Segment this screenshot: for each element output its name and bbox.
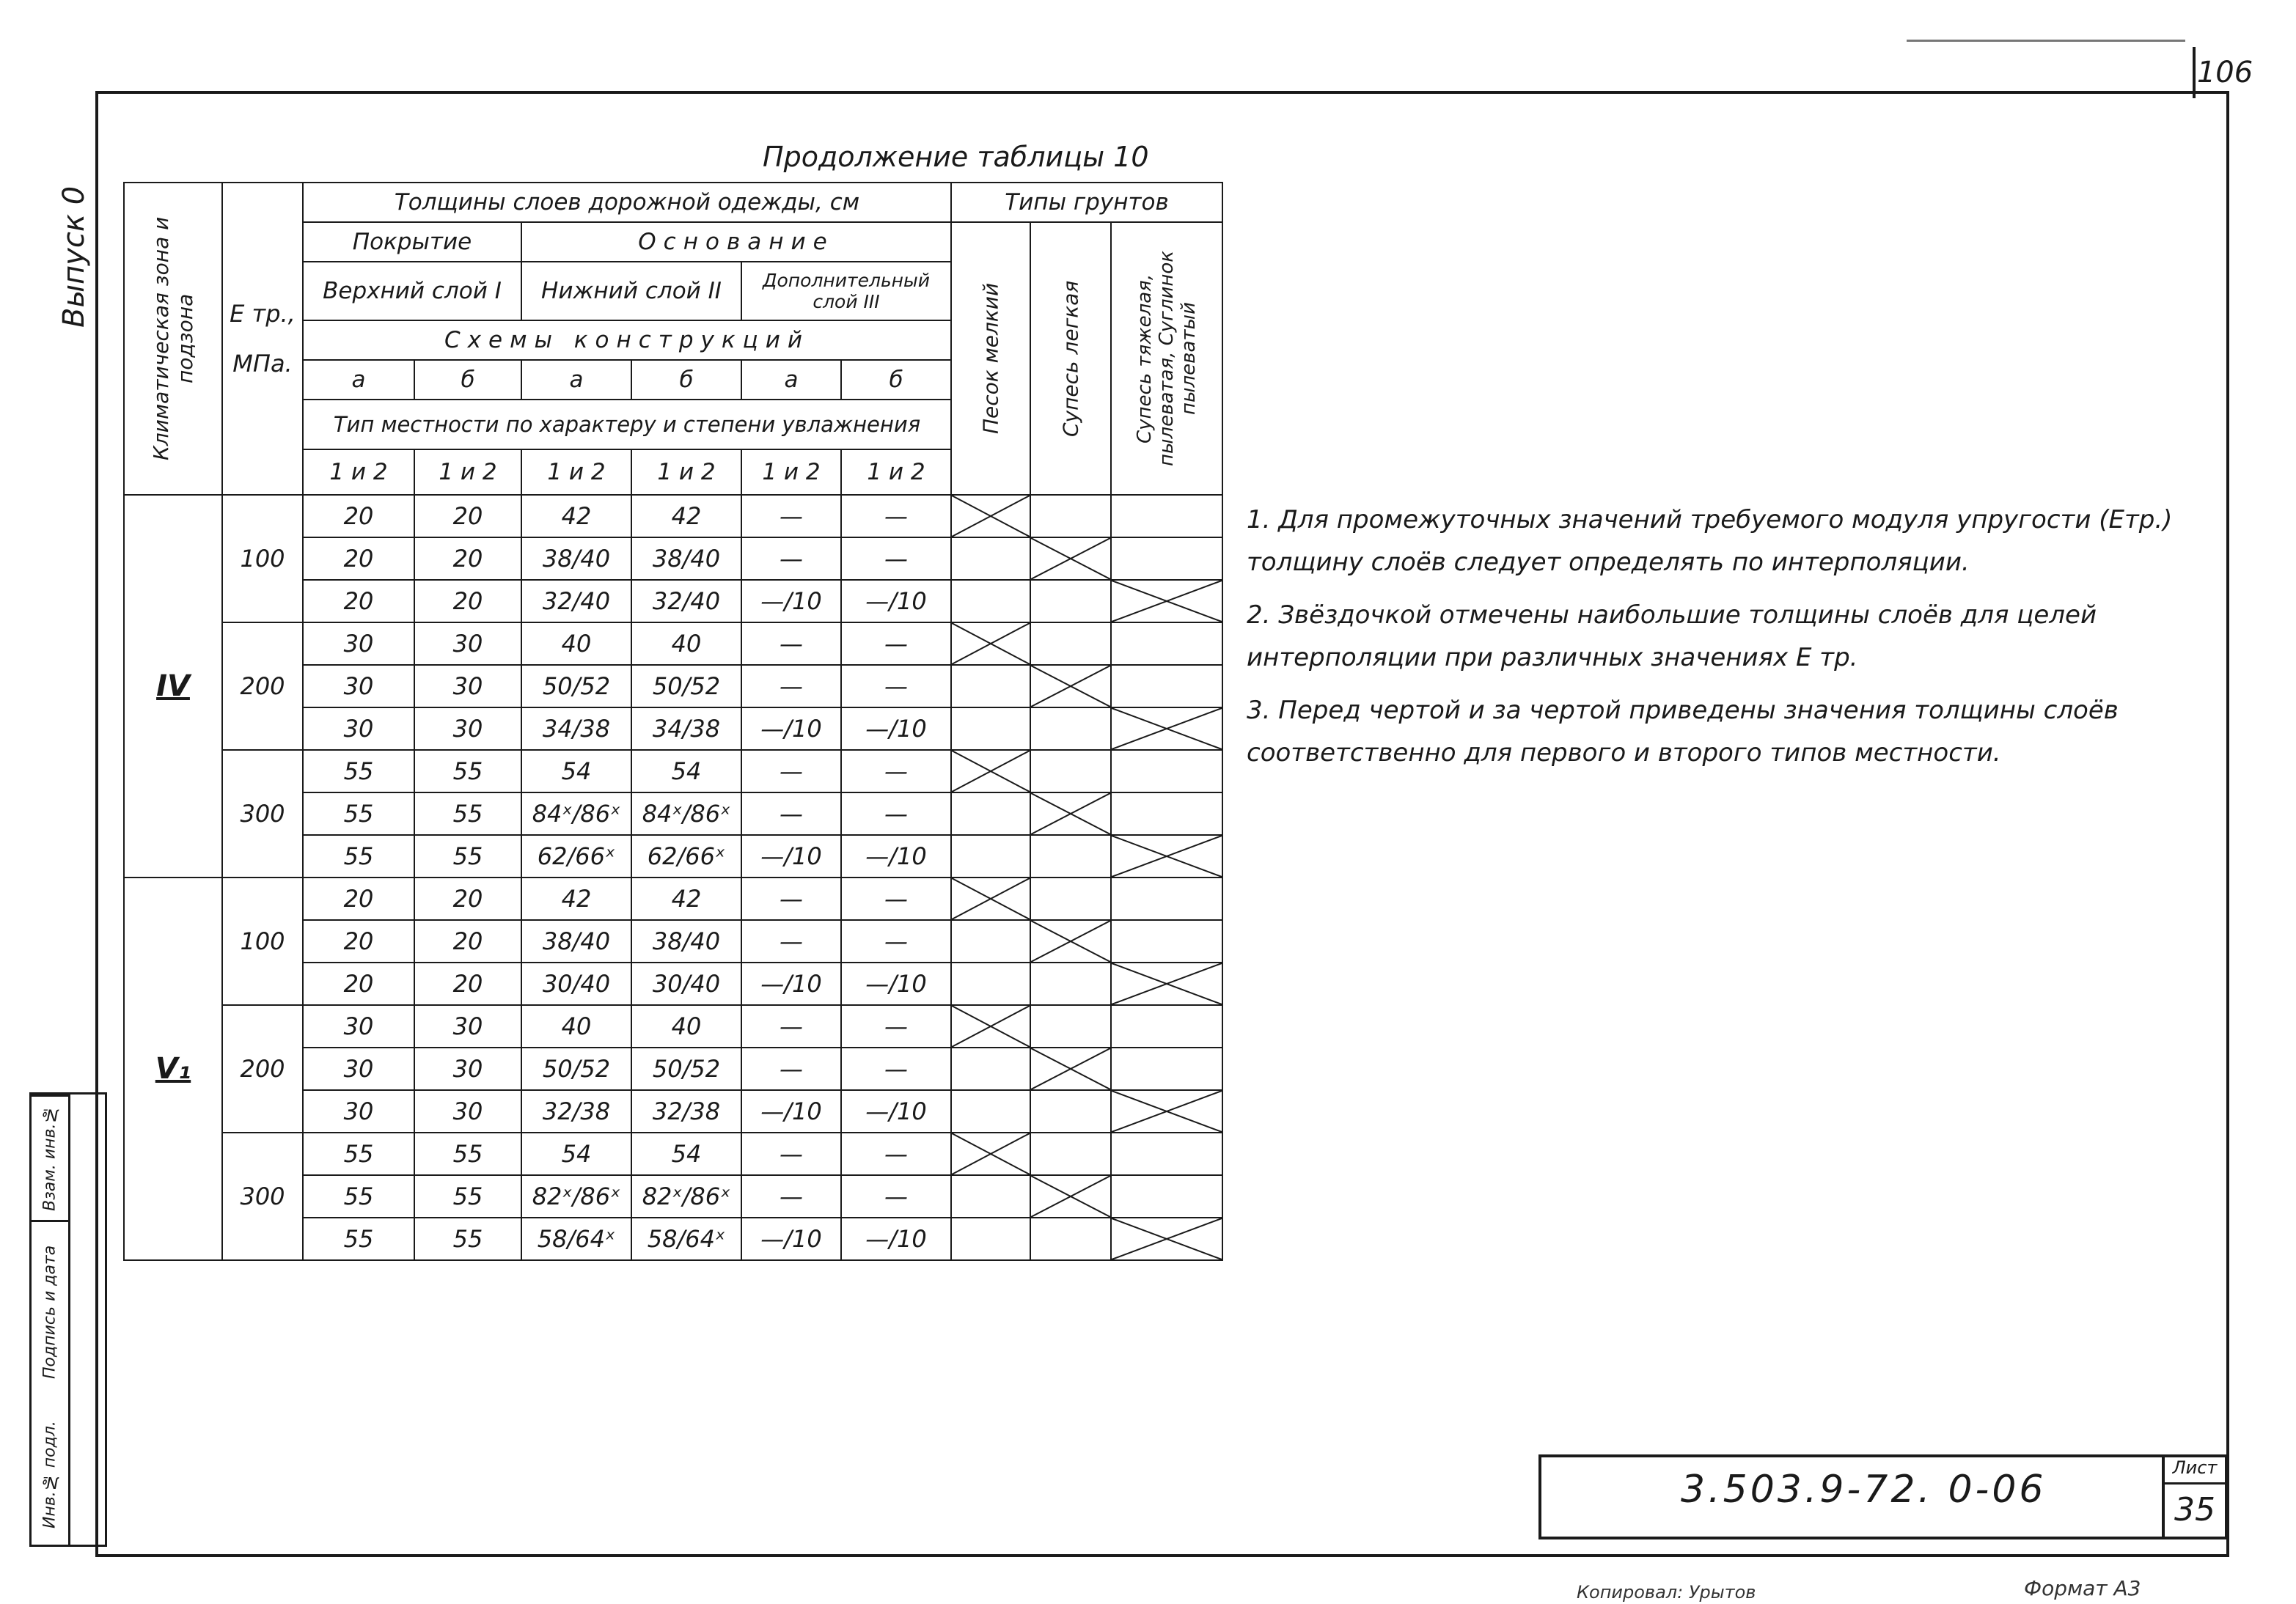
- thickness-cell: 40: [631, 1005, 741, 1048]
- thickness-cell: 32/40: [631, 580, 741, 622]
- soil-empty-cell: [951, 792, 1030, 835]
- scheme-label: а: [741, 360, 841, 400]
- thickness-cell: —/10: [741, 707, 841, 750]
- thickness-cell: 20: [414, 537, 521, 580]
- soil-empty-cell: [951, 835, 1030, 878]
- soil-empty-cell: [951, 707, 1030, 750]
- soil-empty-cell: [1030, 707, 1111, 750]
- document-code: 3.503.9-72. 0-06: [1681, 1468, 2047, 1512]
- thickness-cell: —: [741, 1133, 841, 1175]
- etr-value: 100: [222, 495, 303, 622]
- thickness-cell: —: [841, 495, 951, 537]
- strip-cell-replaced-inventory: Взам. инв.№: [32, 1095, 68, 1220]
- soil-empty-cell: [1030, 580, 1111, 622]
- table-row: [124, 878, 1222, 920]
- soil-cross-mark: [1030, 537, 1111, 580]
- thickness-cell: 55: [303, 750, 414, 792]
- cross-icon: [1031, 1048, 1110, 1089]
- terrain-value: 1 и 2: [414, 449, 521, 495]
- thickness-cell: —/10: [741, 580, 841, 622]
- top-rule: [1907, 40, 2185, 42]
- thickness-cell: 55: [414, 1133, 521, 1175]
- thickness-cell: 55: [303, 792, 414, 835]
- thickness-cell: 38/40: [631, 920, 741, 963]
- header-soil-sand: Песок мелкий: [951, 222, 1030, 495]
- sheet-number: 106: [2193, 47, 2254, 98]
- header-soil-heavy: Супесь тяжелая, пылеватая, Суглинок пылеватый: [1111, 222, 1222, 495]
- terrain-value: 1 и 2: [521, 449, 631, 495]
- thickness-cell: —: [741, 792, 841, 835]
- soil-empty-cell: [951, 1048, 1030, 1090]
- thickness-cell: 54: [521, 1133, 631, 1175]
- thickness-cell: 30: [414, 1048, 521, 1090]
- thickness-cell: —: [741, 1175, 841, 1218]
- cross-icon: [1112, 1091, 1222, 1132]
- climate-zone: IV: [124, 495, 222, 878]
- thickness-cell: 30: [303, 665, 414, 707]
- cross-icon: [952, 878, 1030, 919]
- soil-cross-mark: [951, 1005, 1030, 1048]
- thickness-cell: 42: [631, 495, 741, 537]
- soil-empty-cell: [951, 920, 1030, 963]
- cross-icon: [1031, 793, 1110, 834]
- thickness-cell: 54: [631, 1133, 741, 1175]
- soil-cross-mark: [951, 495, 1030, 537]
- thickness-cell: —: [841, 622, 951, 665]
- thickness-cell: 58/64ˣ: [631, 1218, 741, 1260]
- soil-cross-mark: [1030, 1048, 1111, 1090]
- thickness-cell: —: [841, 1175, 951, 1218]
- header-soil-sandy-loam: Супесь легкая: [1030, 222, 1111, 495]
- thickness-table: [123, 182, 1223, 1261]
- thickness-cell: —: [741, 665, 841, 707]
- thickness-cell: —: [741, 1048, 841, 1090]
- thickness-cell: 42: [521, 878, 631, 920]
- cross-icon: [952, 1133, 1030, 1174]
- cross-icon: [1112, 708, 1222, 749]
- terrain-value: 1 и 2: [303, 449, 414, 495]
- thickness-cell: —: [841, 1005, 951, 1048]
- scheme-label: б: [841, 360, 951, 400]
- soil-cross-mark: [1111, 963, 1222, 1005]
- thickness-cell: —: [741, 495, 841, 537]
- thickness-cell: —/10: [841, 1218, 951, 1260]
- thickness-cell: 30: [414, 1005, 521, 1048]
- thickness-cell: —: [841, 1133, 951, 1175]
- header-zone: Климатическая зона и подзона: [124, 183, 222, 495]
- header-schemes: Схемы конструкций: [303, 320, 951, 360]
- thickness-cell: 20: [303, 537, 414, 580]
- soil-cross-mark: [951, 878, 1030, 920]
- terrain-value: 1 и 2: [631, 449, 741, 495]
- sheet-box: [2162, 1457, 2225, 1537]
- thickness-cell: —/10: [841, 963, 951, 1005]
- soil-empty-cell: [951, 537, 1030, 580]
- soil-empty-cell: [1030, 750, 1111, 792]
- soil-empty-cell: [1111, 537, 1222, 580]
- thickness-cell: —: [741, 622, 841, 665]
- thickness-cell: 55: [414, 1218, 521, 1260]
- thickness-cell: 20: [414, 963, 521, 1005]
- note-3: 3. Перед чертой и за чертой приведены значения толщины слоёв соответственно для первого и второго типов местности.: [1247, 696, 2119, 768]
- etr-value: 300: [222, 750, 303, 878]
- thickness-cell: 30: [303, 707, 414, 750]
- soil-empty-cell: [951, 963, 1030, 1005]
- soil-empty-cell: [1111, 1048, 1222, 1090]
- thickness-cell: —: [841, 792, 951, 835]
- soil-empty-cell: [951, 665, 1030, 707]
- soil-cross-mark: [951, 622, 1030, 665]
- strip-cell-signature-date: Подпись и дата: [32, 1220, 68, 1402]
- thickness-cell: —: [841, 920, 951, 963]
- thickness-cell: 55: [303, 1133, 414, 1175]
- strip-cell-inventory-original: Инв.№ подл.: [40, 1421, 59, 1528]
- note-1: 1. Для промежуточных значений требуемого модуля упругости (Етр.) толщину слоёв следует определять по интерполяции.: [1247, 505, 2173, 577]
- thickness-cell: 20: [414, 878, 521, 920]
- thickness-cell: —: [741, 878, 841, 920]
- thickness-cell: 20: [303, 495, 414, 537]
- thickness-cell: 30: [414, 622, 521, 665]
- header-etr-unit: МПа.: [232, 350, 293, 378]
- thickness-cell: —/10: [741, 963, 841, 1005]
- etr-value: 200: [222, 1005, 303, 1133]
- soil-empty-cell: [1030, 1218, 1111, 1260]
- cross-icon: [1112, 581, 1222, 622]
- cross-icon: [1031, 666, 1110, 707]
- scheme-label: б: [414, 360, 521, 400]
- thickness-cell: 55: [303, 1175, 414, 1218]
- note-2: 2. Звёздочкой отмечены наибольшие толщины слоёв для целей интерполяции при различных значениях Е тр.: [1247, 600, 2097, 672]
- thickness-cell: 82ˣ/86ˣ: [521, 1175, 631, 1218]
- soil-empty-cell: [1030, 835, 1111, 878]
- thickness-cell: 54: [631, 750, 741, 792]
- soil-cross-mark: [1111, 580, 1222, 622]
- thickness-cell: —/10: [741, 1218, 841, 1260]
- release-label: Выпуск 0: [57, 185, 91, 328]
- thickness-cell: 55: [414, 835, 521, 878]
- soil-empty-cell: [1111, 1133, 1222, 1175]
- copied-by: Копировал: Урытов: [1577, 1582, 1756, 1603]
- soil-empty-cell: [1111, 495, 1222, 537]
- thickness-cell: 32/40: [521, 580, 631, 622]
- soil-empty-cell: [951, 1175, 1030, 1218]
- thickness-cell: 38/40: [631, 537, 741, 580]
- thickness-cell: 40: [521, 622, 631, 665]
- soil-cross-mark: [1030, 920, 1111, 963]
- thickness-cell: 50/52: [521, 1048, 631, 1090]
- thickness-cell: 50/52: [521, 665, 631, 707]
- soil-empty-cell: [951, 580, 1030, 622]
- table-row: [124, 750, 1222, 792]
- soil-empty-cell: [1030, 495, 1111, 537]
- header-thickness: Толщины слоев дорожной одежды, см: [303, 183, 951, 222]
- thickness-cell: 20: [303, 580, 414, 622]
- thickness-cell: 55: [414, 792, 521, 835]
- soil-cross-mark: [1030, 665, 1111, 707]
- thickness-cell: 50/52: [631, 1048, 741, 1090]
- soil-cross-mark: [951, 750, 1030, 792]
- etr-value: 200: [222, 622, 303, 750]
- soil-empty-cell: [1111, 920, 1222, 963]
- etr-value: 300: [222, 1133, 303, 1260]
- cross-icon: [1112, 1218, 1222, 1259]
- cross-icon: [952, 623, 1030, 664]
- thickness-cell: 40: [631, 622, 741, 665]
- thickness-cell: —/10: [741, 835, 841, 878]
- thickness-cell: 84ˣ/86ˣ: [521, 792, 631, 835]
- scheme-label: б: [631, 360, 741, 400]
- thickness-cell: 30: [303, 1048, 414, 1090]
- thickness-cell: —/10: [841, 580, 951, 622]
- thickness-cell: 58/64ˣ: [521, 1218, 631, 1260]
- cross-icon: [1112, 963, 1222, 1004]
- cross-icon: [1112, 836, 1222, 877]
- cross-icon: [1031, 1176, 1110, 1217]
- thickness-cell: 50/52: [631, 665, 741, 707]
- strip-divider: [68, 1095, 70, 1545]
- soil-empty-cell: [951, 1218, 1030, 1260]
- table-row: [124, 1133, 1222, 1175]
- sheet-label: Лист: [2165, 1457, 2225, 1485]
- thickness-cell: —/10: [841, 835, 951, 878]
- title-stamp: [1538, 1454, 2228, 1539]
- thickness-cell: 20: [414, 580, 521, 622]
- soil-cross-mark: [1111, 835, 1222, 878]
- notes: [1247, 499, 2200, 784]
- thickness-cell: 55: [303, 1218, 414, 1260]
- thickness-cell: —: [841, 1048, 951, 1090]
- soil-empty-cell: [1030, 1133, 1111, 1175]
- thickness-cell: —/10: [841, 707, 951, 750]
- thickness-cell: 62/66ˣ: [631, 835, 741, 878]
- soil-cross-mark: [1111, 707, 1222, 750]
- format-label: Формат А3: [2024, 1576, 2141, 1600]
- thickness-cell: 34/38: [521, 707, 631, 750]
- header-base: Основание: [521, 222, 951, 262]
- sheet-value: 35: [2174, 1491, 2215, 1528]
- thickness-cell: 20: [414, 495, 521, 537]
- thickness-cell: 30: [303, 622, 414, 665]
- thickness-cell: 54: [521, 750, 631, 792]
- thickness-cell: —: [841, 750, 951, 792]
- header-etr: [222, 183, 303, 495]
- thickness-cell: 40: [521, 1005, 631, 1048]
- thickness-cell: 20: [414, 920, 521, 963]
- thickness-cell: 42: [631, 878, 741, 920]
- thickness-cell: 32/38: [631, 1090, 741, 1133]
- thickness-cell: —: [741, 537, 841, 580]
- soil-cross-mark: [1111, 1218, 1222, 1260]
- soil-empty-cell: [1030, 878, 1111, 920]
- thickness-cell: —: [841, 878, 951, 920]
- header-coating: Покрытие: [303, 222, 521, 262]
- soil-empty-cell: [1030, 1090, 1111, 1133]
- thickness-cell: 55: [414, 1175, 521, 1218]
- thickness-cell: —: [841, 665, 951, 707]
- soil-empty-cell: [1030, 1005, 1111, 1048]
- scheme-label: а: [303, 360, 414, 400]
- soil-empty-cell: [1111, 1175, 1222, 1218]
- thickness-cell: —: [741, 1005, 841, 1048]
- cross-icon: [1031, 921, 1110, 962]
- soil-cross-mark: [1030, 1175, 1111, 1218]
- thickness-cell: 38/40: [521, 920, 631, 963]
- thickness-cell: 42: [521, 495, 631, 537]
- thickness-cell: 20: [303, 878, 414, 920]
- thickness-cell: 30/40: [521, 963, 631, 1005]
- thickness-cell: —: [741, 750, 841, 792]
- thickness-cell: 30: [303, 1090, 414, 1133]
- soil-empty-cell: [1030, 963, 1111, 1005]
- cross-icon: [952, 1006, 1030, 1047]
- thickness-cell: 20: [303, 920, 414, 963]
- soil-empty-cell: [1111, 878, 1222, 920]
- thickness-cell: —: [741, 920, 841, 963]
- thickness-cell: 30/40: [631, 963, 741, 1005]
- cross-icon: [1031, 538, 1110, 579]
- thickness-cell: 82ˣ/86ˣ: [631, 1175, 741, 1218]
- soil-cross-mark: [1111, 1090, 1222, 1133]
- soil-empty-cell: [1111, 792, 1222, 835]
- soil-empty-cell: [1111, 622, 1222, 665]
- soil-cross-mark: [1030, 792, 1111, 835]
- climate-zone: V₁: [124, 878, 222, 1260]
- header-soil-types: Типы грунтов: [951, 183, 1222, 222]
- thickness-cell: 34/38: [631, 707, 741, 750]
- terrain-value: 1 и 2: [841, 449, 951, 495]
- thickness-cell: —/10: [841, 1090, 951, 1133]
- soil-cross-mark: [951, 1133, 1030, 1175]
- thickness-cell: 30: [414, 1090, 521, 1133]
- header-terrain: Тип местности по характеру и степени увлажнения: [303, 400, 951, 449]
- table-row: [124, 622, 1222, 665]
- header-etr-label: Е тр.,: [230, 300, 296, 328]
- soil-empty-cell: [1111, 1005, 1222, 1048]
- table-row: [124, 1005, 1222, 1048]
- left-side-strip: [29, 1092, 107, 1547]
- soil-empty-cell: [1030, 622, 1111, 665]
- cross-icon: [952, 496, 1030, 537]
- etr-value: 100: [222, 878, 303, 1005]
- thickness-cell: 30: [414, 665, 521, 707]
- table-caption: Продолжение таблицы 10: [763, 141, 1149, 173]
- thickness-cell: 62/66ˣ: [521, 835, 631, 878]
- thickness-cell: 84ˣ/86ˣ: [631, 792, 741, 835]
- soil-empty-cell: [1111, 750, 1222, 792]
- thickness-cell: 20: [303, 963, 414, 1005]
- soil-empty-cell: [951, 1090, 1030, 1133]
- thickness-cell: 55: [303, 835, 414, 878]
- thickness-cell: 32/38: [521, 1090, 631, 1133]
- header-additional-layer: Дополнительный слой III: [741, 262, 951, 320]
- thickness-cell: —: [841, 537, 951, 580]
- scheme-label: а: [521, 360, 631, 400]
- cross-icon: [952, 751, 1030, 792]
- header-upper-layer: Верхний слой I: [303, 262, 521, 320]
- header-lower-layer: Нижний слой II: [521, 262, 741, 320]
- thickness-cell: 55: [414, 750, 521, 792]
- thickness-cell: 30: [303, 1005, 414, 1048]
- thickness-cell: 38/40: [521, 537, 631, 580]
- table-row: [124, 495, 1222, 537]
- terrain-value: 1 и 2: [741, 449, 841, 495]
- thickness-cell: 30: [414, 707, 521, 750]
- thickness-cell: —/10: [741, 1090, 841, 1133]
- soil-empty-cell: [1111, 665, 1222, 707]
